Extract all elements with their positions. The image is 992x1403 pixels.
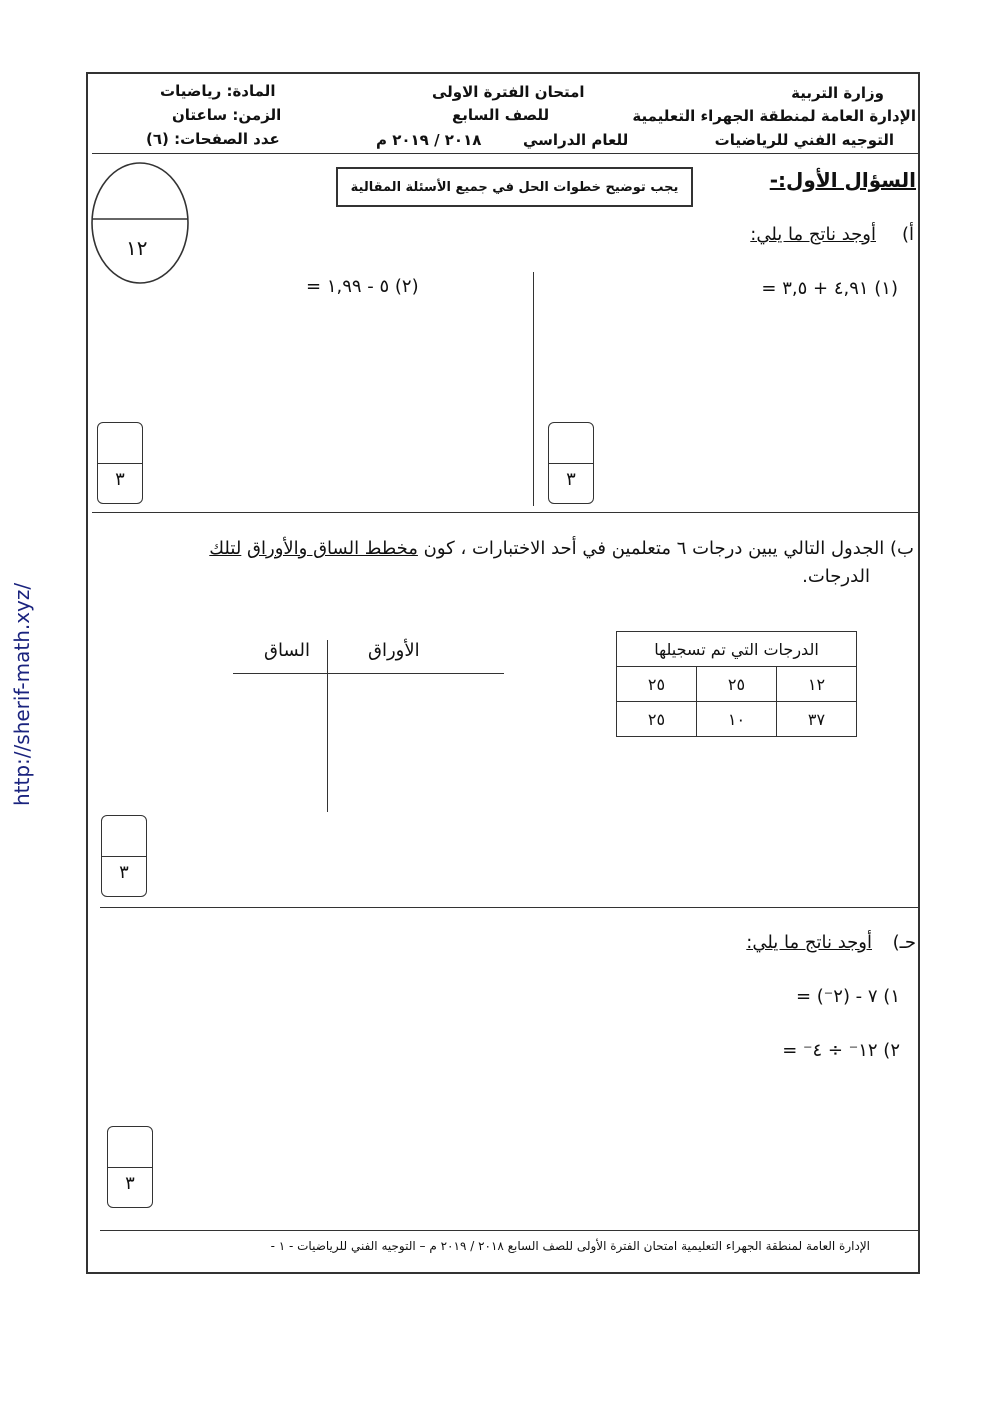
- directorate-name: الإدارة العامة لمنطقة الجهراء التعليمية: [632, 107, 916, 125]
- part-a-mark-value-1: ٣: [566, 469, 576, 490]
- grade-label: للصف السابع: [452, 106, 550, 124]
- part-b-text: ب) الجدول التالي يبين درجات ٦ متعلمين في أحد الاختبارات ، كون: [423, 538, 914, 559]
- scores-table: [616, 631, 857, 737]
- part-c-mark-value: ٣: [125, 1173, 135, 1194]
- pages-label: عدد الصفحات: (٦): [146, 130, 280, 148]
- part-b-statement: [209, 538, 914, 559]
- table-row: [617, 667, 857, 702]
- stem-leaf-divider: [327, 640, 328, 812]
- leaves-header: الأوراق: [368, 640, 420, 661]
- part-b-mark-value: ٣: [119, 862, 129, 883]
- part-b-divider: [100, 907, 918, 908]
- part-a-mark-value-2: ٣: [115, 469, 125, 490]
- question-title: السؤال الأول:-: [769, 168, 916, 192]
- table-cell: ٢٥: [617, 667, 697, 702]
- header-divider: [92, 153, 918, 154]
- year-label: للعام الدراسي: [523, 131, 629, 149]
- year-value: ٢٠١٨ / ٢٠١٩ م: [376, 131, 482, 149]
- part-a-mark-box-2: [97, 422, 143, 504]
- part-b-text-end: لتلك: [209, 538, 242, 559]
- footer-divider: [100, 1230, 918, 1231]
- table-cell: ٢٥: [697, 667, 777, 702]
- part-c-mark-box: [107, 1126, 153, 1208]
- stem-leaf-header-line: [233, 673, 504, 674]
- duration-label: الزمن: ساعتان: [172, 106, 282, 124]
- part-a-item-1: (١) ٤,٩١ + ٣,٥ =: [761, 278, 898, 299]
- total-score-value: ١٢: [126, 236, 148, 260]
- table-cell: ١٠: [697, 702, 777, 737]
- footer-text: الإدارة العامة لمنطقة الجهراء التعليمية امتحان الفترة الأولى للصف السابع ٢٠١٨ / ٢٠١٩ م – التوجيه الفني للرياضيات - ١ -: [270, 1239, 870, 1253]
- instruction-box: يجب توضيح خطوات الحل في جميع الأسئلة المقالية: [336, 167, 693, 207]
- stem-header: الساق: [264, 640, 310, 661]
- part-a-label: أ): [901, 224, 914, 245]
- side-url-watermark: http://sherif-math.xyz/: [10, 582, 34, 806]
- part-a-mark-box-1: [548, 422, 594, 504]
- part-c-item-1: ١) ٧ - (٢⁻) =: [795, 986, 900, 1007]
- table-row: [617, 702, 857, 737]
- part-c-title: أوجد ناتج ما يلي:: [746, 932, 872, 953]
- part-b-mark-box: [101, 815, 147, 897]
- part-a-divider: [92, 512, 918, 513]
- part-b-underlined: مخطط الساق والأوراق: [247, 538, 418, 559]
- part-c-label: حـ): [892, 932, 916, 953]
- supervision-name: التوجيه الفني للرياضيات: [714, 131, 894, 149]
- exam-title: امتحان الفترة الاولى: [432, 83, 585, 101]
- subject-label: المادة: رياضيات: [160, 82, 276, 100]
- part-a-column-divider: [533, 272, 534, 506]
- scores-table-title: الدرجات التي تم تسجيلها: [617, 632, 857, 667]
- part-a-item-2: (٢) ٥ - ١,٩٩ =: [306, 276, 419, 297]
- part-c-item-2: ٢) ١٢⁻ ÷ ٤⁻ =: [782, 1040, 900, 1061]
- part-a-title: أوجد ناتج ما يلي:: [750, 224, 876, 245]
- part-b-text-line-2: الدرجات.: [802, 566, 870, 587]
- table-cell: ٢٥: [617, 702, 697, 737]
- table-cell: ١٢: [777, 667, 857, 702]
- ministry-name: وزارة التربية: [791, 84, 884, 102]
- table-cell: ٣٧: [777, 702, 857, 737]
- total-score-oval: [88, 160, 192, 286]
